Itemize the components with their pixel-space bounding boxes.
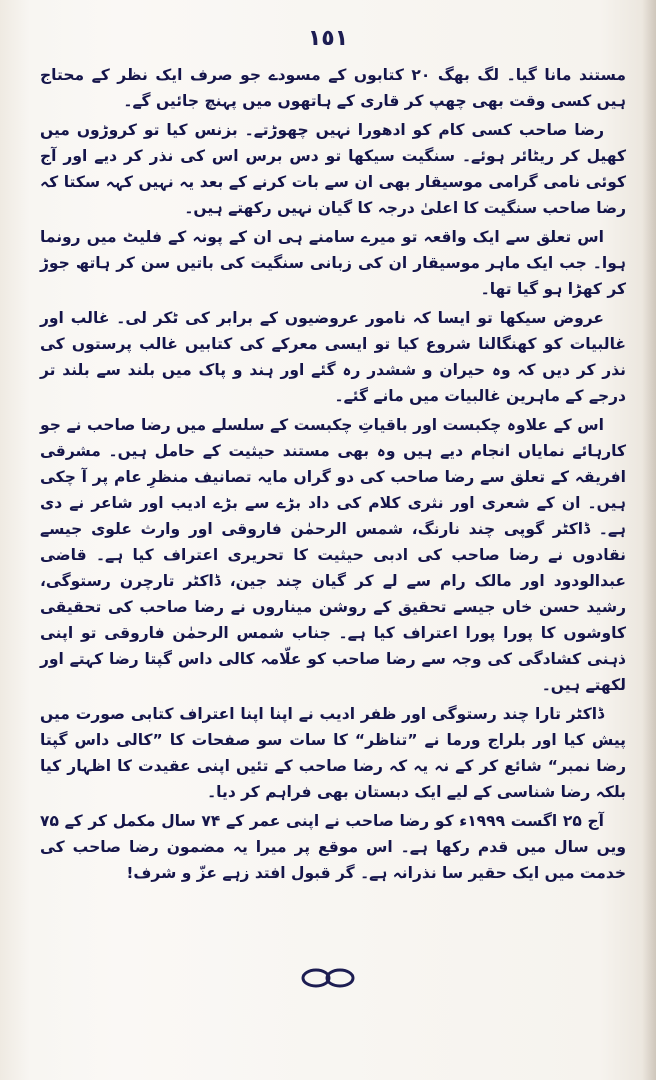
paragraph: رضا صاحب کسی کام کو ادھورا نہیں چھوڑتے۔ بزنس کیا تو کروڑوں میں کھیل کر ریٹائر ہوئے۔ سنگیت سیکھا تو دس برس اس کی نذر کر دیے اور آج کوئی نامی گرامی موسیقار بھی ان سے بات کرنے کے بعد یہ نہیں کہہ سکتا کہ رضا صاحب سنگیت کا اعلیٰ درجہ کا گیان نہیں رکھتے ہیں۔ — [40, 121, 626, 217]
page-number: ١٥١ — [307, 26, 349, 51]
paragraph: آج ۲۵ اگست ۱۹۹۹ء کو رضا صاحب نے اپنی عمر کے ۷۴ سال مکمل کر کے ۷۵ ویں سال میں قدم رکھا ہے۔ اس موقع پر میرا یہ مضمون رضا صاحب کی خدمت میں ایک حقیر سا نذرانہ ہے۔ گر قبول افتد زہے عزّ و شرف! — [40, 812, 626, 882]
paragraph: عروض سیکھا تو ایسا کہ نامور عروضیوں کے برابر کی ٹکر لی۔ غالب اور غالبیات کو کھنگالنا شروع کیا تو ایسی معرکے کی کتابیں غالب پرستوں کی نذر کر دیں کہ وہ حیران و ششدر رہ گئے اور ہند و پاک میں بلند سے بلند تر درجے کے ماہرین غالبیات میں مانے گئے۔ — [40, 309, 626, 405]
paragraph: ڈاکٹر تارا چند رستوگی اور ظفر ادیب نے اپنا اپنا اعتراف کتابی صورت میں پیش کیا اور بلراج ورما نے ”تناظر“ کا سات سو صفحات کا ”کالی داس گپتا رضا نمبر“ شائع کر کے نہ یہ کہ رضا صاحب کے تئیں اپنی عقیدت کا اظہار کیا بلکہ رضا شناسی کے لیے ایک دبستان بھی فراہم کر دیا۔ — [40, 705, 626, 801]
paragraph: اس تعلق سے ایک واقعہ تو میرے سامنے ہی ان کے پونہ کے فلیٹ میں رونما ہوا۔ جب ایک ماہر موسیقار ان کی زبانی سنگیت کی باتیں سن کر ہاتھ جوڑ کر کھڑا ہو گیا تھا۔ — [40, 228, 626, 298]
paragraph: اس کے علاوہ چکبست اور باقیاتِ چکبست کے سلسلے میں رضا صاحب نے جو کارہائے نمایاں انجام دیے ہیں وہ بھی مستند حیثیت کے حامل ہیں۔ مشرقی افریقہ کے تعلق سے رضا صاحب کی دو گراں مایہ تصانیف منظرِ عام پر آ چکی ہیں۔ ان کے شعری اور نثری کلام کی داد بڑے سے بڑے ادیب اور شاعر نے دی ہے۔ ڈاکٹر گوپی چند نارنگ، شمس الرحمٰن فاروقی اور وارث علوی جیسے نقادوں نے رضا صاحب کی ادبی حیثیت کا تحریری اعتراف کیا ہے۔ قاضی عبدالودود اور مالک رام سے لے کر گیان چند جین، ڈاکٹر تارچرن رستوگی، رشید حسن خاں جیسے تحقیق کے روشن میناروں نے رضا صاحب کی تحقیقی کاوشوں کا پورا پورا اعتراف کیا ہے۔ جناب شمس الرحمٰن فاروقی تو اپنی ذہنی کشادگی کی وجہ سے رضا صاحب کو علّامہ کالی داس گپتا رضا کہتے اور لکھتے ہیں۔ — [40, 416, 626, 694]
body-text — [40, 62, 626, 889]
end-ornament-double-ring-icon — [0, 966, 656, 990]
spine-shadow — [642, 0, 656, 1080]
paragraph: مستند مانا گیا۔ لگ بھگ ۲۰ کتابوں کے مسودے جو صرف ایک نظر کے محتاج ہیں کسی وقت بھی چھپ کر قاری کے ہاتھوں میں پہنچ جائیں گے۔ — [40, 66, 626, 110]
